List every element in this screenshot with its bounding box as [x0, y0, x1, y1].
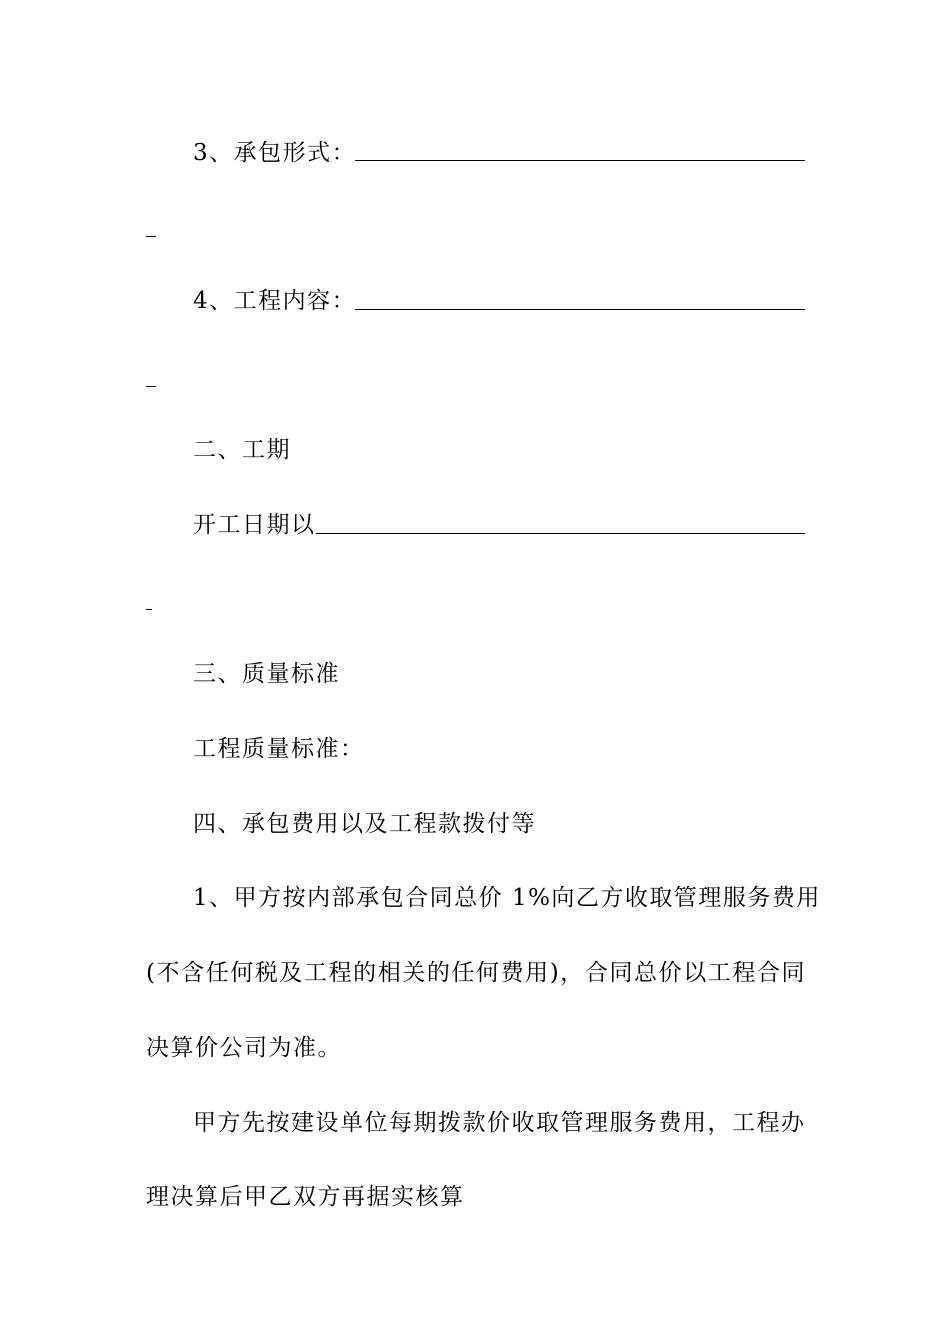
fee-paragraph-line1: 1、甲方按内部承包合同总价 1%向乙方收取管理服务费用 [193, 885, 821, 911]
payment-paragraph-line2: 理决算后甲乙双方再据实核算 [146, 1184, 465, 1210]
fee-paragraph-line2: (不含任何税及工程的相关的任何费用)，合同总价以工程合同 [146, 960, 806, 986]
fee-paragraph-line3: 决算价公司为准。 [146, 1035, 342, 1061]
work-content-blank [355, 309, 805, 310]
work-content-blank-continued [146, 386, 156, 387]
section4-heading: 四、承包费用以及工程款拨付等 [193, 811, 536, 837]
start-date-blank-continued [146, 609, 152, 610]
contract-form-label: 3、承包形式： [193, 140, 357, 166]
section3-heading: 三、质量标准 [193, 661, 340, 687]
section2-heading: 二、工期 [193, 437, 291, 463]
start-date-label: 开工日期以 [193, 512, 316, 538]
payment-paragraph-line1: 甲方先按建设单位每期拨款价收取管理服务费用，工程办 [193, 1110, 806, 1136]
quality-standard-label: 工程质量标准： [193, 736, 365, 762]
contract-form-blank-continued [146, 236, 156, 237]
start-date-blank [316, 533, 805, 534]
work-content-label: 4、工程内容： [193, 288, 357, 314]
contract-form-blank [355, 160, 805, 161]
